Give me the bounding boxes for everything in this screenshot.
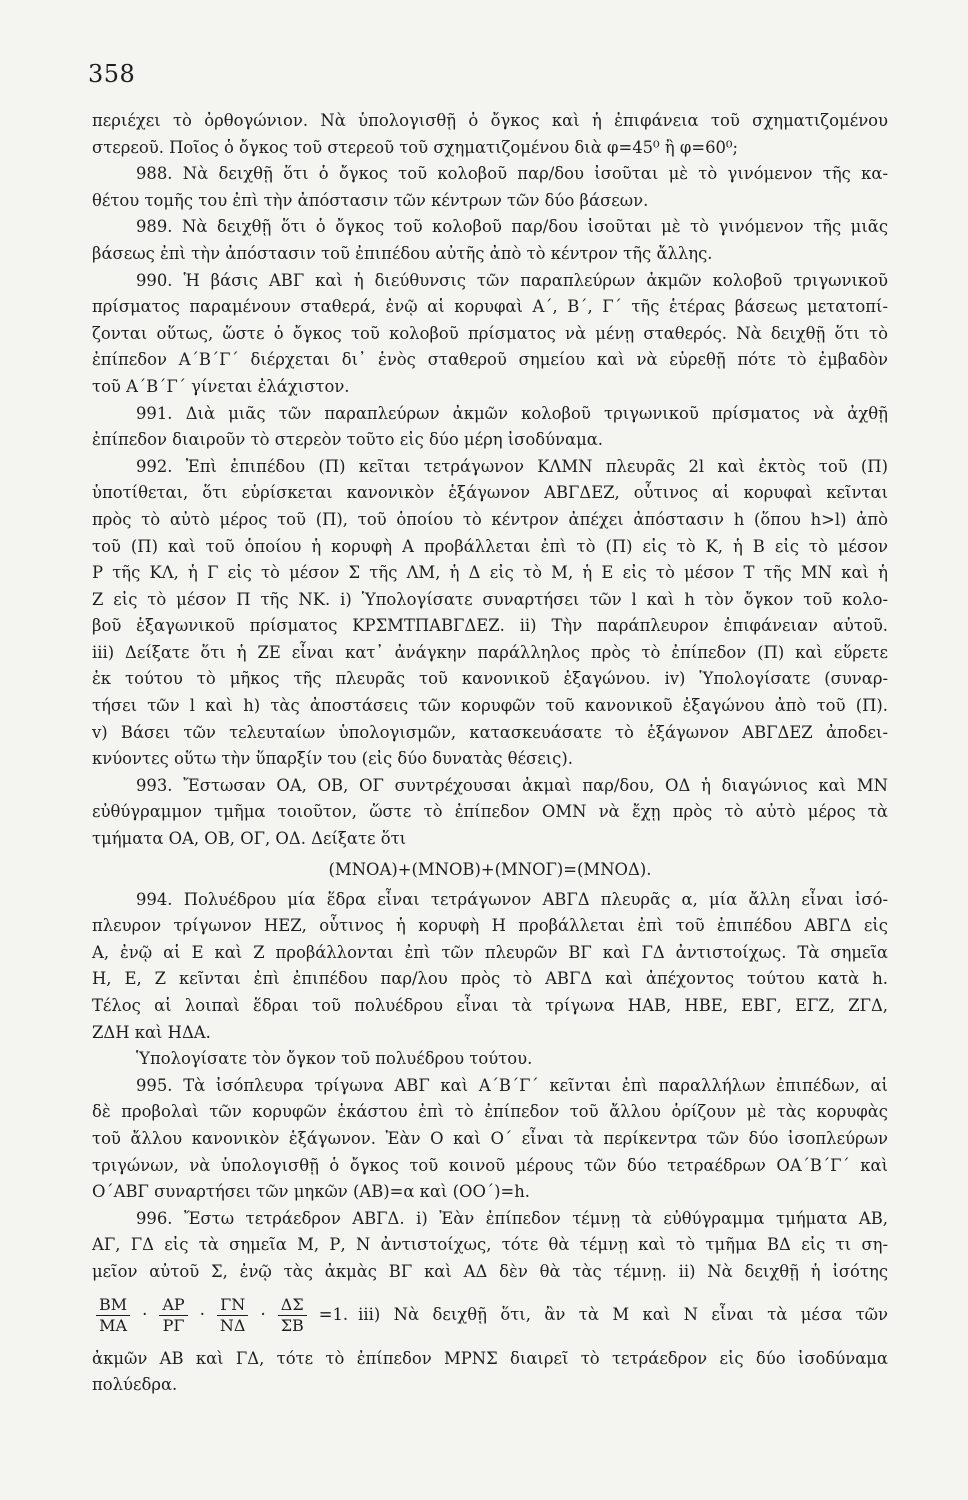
display-formula-993: (ΜΝΟΑ)+(ΜΝΟΒ)+(ΜΝΟΓ)=(ΜΝΟΔ). <box>328 859 652 879</box>
exercise-991: 991. Διὰ μιᾶς τῶν παραπλεύρων ἀκμῶν κολοβοῦ τριγωνικοῦ πρίσματος νὰ ἀχθῇ <box>136 403 888 423</box>
text-line: πολύεδρα. <box>92 1375 178 1395</box>
text-line: βάσεως ἐπὶ τὴν ἀπόστασιν τοῦ ἐπιπέδου αὐτῆς ἀπὸ τὸ κέντρον τῆς ἄλλης. <box>92 243 713 263</box>
multiply-dot: · <box>142 1305 148 1325</box>
equals-one: =1. <box>318 1305 349 1325</box>
fraction-numerator: ΒΜ <box>96 1295 130 1316</box>
text-line: Ρ τῆς ΚΛ, ἡ Γ εἰς τὸ μέσον Σ τῆς ΛΜ, ἡ Δ εἰς τὸ Μ, ἡ Ε εἰς τὸ μέσον Τ τῆς ΜΝ καὶ ἡ <box>92 563 888 583</box>
text-line: τήσει τῶν l καὶ h) τὰς ἀποστάσεις τῶν κορυφῶν τοῦ κανονικοῦ ἑξαγώνου ἀπὸ τοῦ (Π). <box>92 696 888 716</box>
exercise-994: 994. Πολυέδρου μία ἕδρα εἶναι τετράγωνον ΑΒΓΔ πλευρᾶς α, μία ἄλλη εἶναι ἰσό- <box>136 889 888 909</box>
text-line: iii) Δείξατε ὅτι ἡ ΖΕ εἶναι κατ᾿ ἀνάγκην παράλληλος πρὸς τὸ ἐπίπεδον (Π) καὶ εὕρετε <box>92 642 888 662</box>
text-line: εὐθύγραμμον τμῆμα τοιοῦτον, ὥστε τὸ ἐπίπεδον ΟΜΝ νὰ ἔχῃ πρὸς τὸ αὐτὸ μέρος τὰ <box>92 802 888 822</box>
text-line: πρὸς τὸ αὐτὸ μέρος τοῦ (Π), τοῦ ὁποίου τὸ κέντρον ἀπέχει ἀπόστασιν h (ὅπου h>l) ἀπὸ <box>92 509 888 529</box>
text-line: μεῖον αὐτοῦ Σ, ἐνῷ τὰς ἀκμὰς ΒΓ καὶ ΑΔ δὲν θὰ τὰς τέμνῃ. ii) Νὰ δειχθῇ ἡ ἰσότης <box>92 1261 888 1281</box>
formula-line-text: iii) Νὰ δειχθῇ ὅτι, ἂν τὰ Μ καὶ Ν εἶναι τὰ μέσα τῶν <box>358 1305 888 1325</box>
text-line: Τέλος αἱ λοιπαὶ ἕδραι τοῦ πολυέδρου εἶναι τὰ τρίγωνα ΗΑΒ, ΗΒΕ, ΕΒΓ, ΕΓΖ, ΖΓΔ, <box>92 996 888 1015</box>
text-line: κνύοντες οὕτω τὴν ὕπαρξίν του (εἰς δύο δυνατὰς θέσεις). <box>92 749 573 769</box>
text-line: πλευρον τρίγωνον ΗΕΖ, οὗτινος ἡ κορυφὴ Η προβάλλεται ἐπὶ τοῦ ἐπιπέδου ΑΒΓΔ εἰς <box>92 916 888 936</box>
text-line: τριγώνων, νὰ ὑπολογισθῇ ὁ ὄγκος τοῦ κοινοῦ μέρους τῶν δύο τετραέδρων ΟΑ΄Β΄Γ΄ καὶ <box>92 1155 888 1175</box>
multiply-dot: · <box>199 1305 205 1325</box>
text-line: τοῦ (Π) καὶ τοῦ ὁποίου ἡ κορυφὴ Α προβάλλεται ἐπὶ τὸ (Π) εἰς τὸ Κ, ἡ Β εἰς τὸ μέσον <box>92 536 888 556</box>
text-line: Α, ἐνῷ αἱ Ε καὶ Ζ προβάλλονται ἐπὶ τῶν πλευρῶν ΒΓ καὶ ΓΔ ἀντιστοίχως. Τὰ σημεῖα <box>92 942 888 962</box>
text-line: τοῦ ἄλλου κανονικὸν ἑξάγωνον. Ἐὰν Ο καὶ Ο΄ εἶναι τὰ περίκεντρα τῶν δύο ἰσοπλεύρων <box>92 1128 888 1148</box>
fraction <box>159 1295 187 1336</box>
page-number: 358 <box>88 60 136 88</box>
fraction <box>217 1295 249 1336</box>
text-line: Ὑπολογίσατε τὸν ὄγκον τοῦ πολυέδρου τούτου. <box>136 1049 533 1069</box>
exercise-993: 993. Ἔστωσαν ΟΑ, ΟΒ, ΟΓ συντρέχουσαι ἀκμαὶ παρ/δου, ΟΔ ἡ διαγώνιος καὶ ΜΝ <box>136 775 888 795</box>
fraction <box>278 1295 307 1336</box>
exercise-992: 992. Ἐπὶ ἐπιπέδου (Π) κεῖται τετράγωνον ΚΛΜΝ πλευρᾶς 2l καὶ ἐκτὸς τοῦ (Π) <box>136 456 888 476</box>
text-line: τοῦ Α΄Β΄Γ΄ γίνεται ἐλάχιστον. <box>92 376 350 396</box>
multiply-dot: · <box>260 1305 266 1325</box>
fraction-equation-996 <box>92 1292 888 1340</box>
text-line: ΑΓ, ΓΔ εἰς τὰ σημεῖα Μ, Ρ, Ν ἀντιστοίχως, τότε θὰ τέμνῃ καὶ τὸ τμῆμα ΒΔ εἰς τι ση- <box>92 1235 888 1255</box>
fraction-denominator: ΣΒ <box>280 1316 304 1336</box>
exercise-990: 990. Ἡ βάσις ΑΒΓ καὶ ἡ διεύθυνσις τῶν παραπλεύρων ἀκμῶν κολοβοῦ τριγωνικοῦ <box>136 270 888 290</box>
fraction-denominator: ΜΑ <box>99 1316 128 1336</box>
text-line: πρίσματος παραμένουν σταθερά, ἐνῷ αἱ κορυφαὶ Α΄, Β΄, Γ΄ τῆς ἑτέρας βάσεως μετατοπί- <box>92 297 888 317</box>
exercise-996: 996. Ἔστω τετράεδρον ΑΒΓΔ. i) Ἐὰν ἐπίπεδον τέμνῃ τὰ εὐθύγραμμα τμήματα ΑΒ, <box>136 1208 888 1228</box>
fraction-numerator: ΑΡ <box>159 1295 187 1316</box>
fraction-numerator: ΓΝ <box>217 1295 248 1316</box>
text-line: ἐκ τούτου τὸ μῆκος τῆς πλευρᾶς τοῦ κανονικοῦ ἑξαγώνου. iv) Ὑπολογίσατε (συναρ- <box>92 669 888 689</box>
body-text <box>92 108 888 1399</box>
text-line: Ο΄ΑΒΓ συναρτήσει τῶν μηκῶν (ΑΒ)=α καὶ (ΟΟ΄)=h. <box>92 1182 530 1202</box>
exercise-995: 995. Τὰ ἰσόπλευρα τρίγωνα ΑΒΓ καὶ Α΄Β΄Γ΄ κεῖνται ἐπὶ παραλλήλων ἐπιπέδων, αἱ <box>136 1075 888 1095</box>
text-line: βοῦ ἑξαγωνικοῦ πρίσματος ΚΡΣΜΤΠΑΒΓΔΕΖ. ii) Τὴν παράπλευρον ἐπιφάνειαν αὐτοῦ. <box>92 616 888 636</box>
text-line: τμήματα ΟΑ, ΟΒ, ΟΓ, ΟΔ. Δείξατε ὅτι <box>92 829 407 849</box>
text-line: ἀκμῶν ΑΒ καὶ ΓΔ, τότε τὸ ἐπίπεδον ΜΡΝΣ διαιρεῖ τὸ τετράεδρον εἰς δύο ἰσοδύναμα <box>92 1348 888 1368</box>
text-line: ἐπίπεδον διαιροῦν τὸ στερεὸν τοῦτο εἰς δύο μέρη ἰσοδύναμα. <box>92 430 604 450</box>
text-line: περιέχει τὸ ὀρθογώνιον. Νὰ ὑπολογισθῇ ὁ ὄγκος καὶ ἡ ἐπιφάνεια τοῦ σχηματιζομένου <box>92 111 888 130</box>
exercise-988: 988. Νὰ δειχθῇ ὅτι ὁ ὄγκος τοῦ κολοβοῦ παρ/δου ἰσοῦται μὲ τὸ γινόμενον τῆς κα- <box>136 164 888 184</box>
text-line: ΖΔΗ καὶ ΗΔΑ. <box>92 1022 211 1042</box>
text-line: ἐπίπεδον Α΄Β΄Γ΄ διέρχεται δι᾿ ἑνὸς σταθεροῦ σημείου καὶ νὰ εὑρεθῇ πότε τὸ ἐμβαδὸν <box>92 350 888 370</box>
fraction <box>96 1295 130 1336</box>
text-line: δὲ προβολαὶ τῶν κορυφῶν ἑκάστου ἐπὶ τὸ ἐπίπεδον τοῦ ἄλλου ὁρίζουν μὲ τὰς κορυφὰς <box>92 1102 888 1122</box>
fraction-numerator: ΔΣ <box>278 1295 307 1316</box>
text-line: στερεοῦ. Ποῖος ὁ ὄγκος τοῦ στερεοῦ τοῦ σχηματιζομένου διὰ φ=45⁰ ἢ φ=60⁰; <box>92 137 739 157</box>
text-line: Η, Ε, Ζ κεῖνται ἐπὶ ἐπιπέδου παρ/λου πρὸς τὸ ΑΒΓΔ καὶ ἀπέχοντος τούτου κατὰ h. <box>92 969 888 989</box>
text-line: ζονται οὕτως, ὥστε ὁ ὄγκος τοῦ κολοβοῦ πρίσματος νὰ μένῃ σταθερός. Νὰ δειχθῇ ὅτι τὸ <box>92 323 888 343</box>
text-line: θέτου τομῆς του ἐπὶ τὴν ἀπόστασιν τῶν κέντρων τῶν δύο βάσεων. <box>92 190 649 210</box>
fraction-denominator: ΝΔ <box>219 1316 246 1336</box>
text-line: ὑποτίθεται, ὅτι εὑρίσκεται κανονικὸν ἑξάγωνον ΑΒΓΔΕΖ, οὗτινος αἱ κορυφαὶ κεῖνται <box>92 483 888 503</box>
text-line: Ζ εἰς τὸ μέσον Π τῆς ΝΚ. i) Ὑπολογίσατε συναρτήσει τῶν l καὶ h τὸν ὄγκον τοῦ κολο- <box>92 589 888 609</box>
text-line: v) Βάσει τῶν τελευταίων ὑπολογισμῶν, κατασκευάσατε τὸ ἑξάγωνον ΑΒΓΔΕΖ ἀποδει- <box>92 722 888 742</box>
fraction-denominator: ΡΓ <box>162 1316 185 1336</box>
exercise-989: 989. Νὰ δειχθῇ ὅτι ὁ ὄγκος τοῦ κολοβοῦ παρ/δου ἰσοῦται μὲ τὸ γινόμενον τῆς μιᾶς <box>136 217 888 237</box>
